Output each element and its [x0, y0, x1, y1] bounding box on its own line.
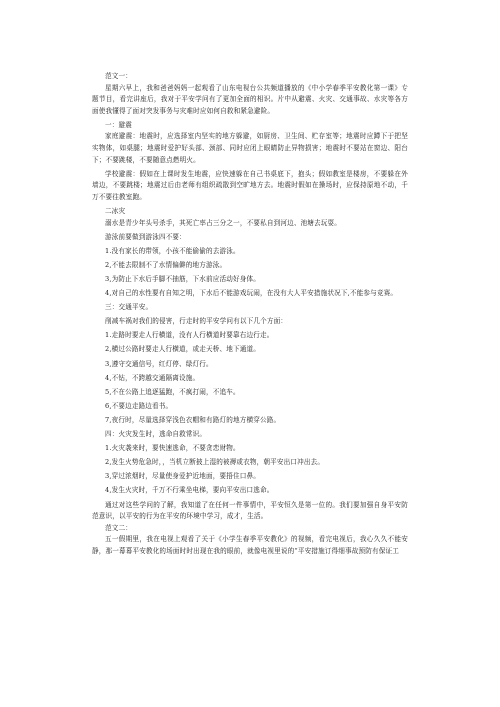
section-heading: 三：交通平安。: [105, 303, 153, 312]
paragraph: 溺水是青少年头号杀手，其死亡率占三分之一，不要私自到河边、池塘去玩耍。: [105, 218, 342, 227]
essay-title-2: 范文二：: [105, 523, 132, 532]
paragraph: 学校避震：假如在上课时发生地震，应快速躲在自己书桌底下，抱头；假如教室是楼房，不要躲在外墙边，不要跳楼；地震过后由老师有组织疏散到空旷地方去。地震时假如在操场时，应保持原地不动，千万不要往教室跑。: [92, 169, 408, 201]
paragraph: 家庭避震：地震时，应选择室内坚实的地方躲避，如厨房、卫生间、贮存室等；地震时应蹲下于把坚实物体，如桌腿；地震时爱护好头部、颈部、同时应闭上眼睛防止异物损害；地震时不要站在窗边、阳台下；不要跳楼，不要随意点燃明火。: [92, 132, 408, 164]
section-heading: 一：避震: [105, 120, 132, 129]
list-item: 3,为防止下水后手脚不抽筋，下水前应活动好身体。: [105, 275, 260, 283]
paragraph: 通过对这些学问的了解，我知道了在任何一件事情中，平安恒久是第一位的。我们要加强自身平安防范意识，以平安的行为在平安的环境中学习，成才，生活。: [92, 500, 408, 521]
list-item: 3,遵守交通信号，红灯停、绿灯行。: [105, 359, 213, 368]
list-item: 7,夜行时，尽量选择穿浅色衣帽和有路灯的地方横穿公路。: [105, 415, 281, 424]
list-item: 4,对自己的水性要有自知之明，下水后不能游戏玩闹，在没有大人平安措施状况下,不能参与竞赛。: [105, 289, 398, 298]
list-item: 1.走路时要走人行横道，没有人行横道时要靠右边行走。: [105, 331, 274, 340]
list-item: 1.火灾袭来时，要快速逃命，不要贪恋财物。: [105, 444, 240, 453]
list-item: 2,发生火势危急时，，当机立断披上湿的被褥或衣物，朝平安出口冲出去。: [105, 458, 325, 467]
document-body: [92, 71, 408, 557]
list-item: 4,发生火灾时，千万不行乘坐电梯，要向平安出口逃命。: [105, 486, 274, 495]
paragraph: 星期六早上，我和爸爸妈妈一起观看了山东电视台公共频道播放的《中小学春季平安教化第一课》专题节目，看完讲座后，我对于平安学问有了更加全面的相识。片中从避震、火灾、交通事故、水灾等各方面使我懂得了面对突发事务与灾难时应如何自救和紧急避险。: [92, 83, 408, 115]
list-item: 2,不能去限制不了水情偏僻的地方游泳。: [105, 260, 227, 269]
list-item: 4,不钻，不跨越交通隔离设施。: [105, 373, 200, 382]
list-item: 3,穿过浓烟时，尽量使身爱护近地面，要捂住口鼻。: [105, 472, 260, 481]
paragraph: 游泳前要做到游泳四不要：: [105, 232, 186, 241]
section-heading: 四：火灾发生时，逃命自救常识。: [105, 430, 207, 439]
paragraph: 五一假期里，我在电视上观看了关于《小学生春季平安教化》的视频，看完电视后，我心久久不能安静，那一幕幕平安教化的场面时时出现在我的眼前，就像电视里说的“平安措施订得细事故预防有保证工: [92, 535, 408, 555]
list-item: 2,横过公路时要走人行横道，或走天桥、地下通道。: [105, 345, 260, 354]
section-heading: 二冰灾: [105, 207, 126, 216]
essay-title-1: 范文一：: [105, 72, 132, 80]
list-item: 5,不在公路上追逐猛跑，不疯打闹，不追车。: [105, 387, 240, 396]
list-item: 1.没有家长的带领，小孩不能偷偷的去游泳。: [105, 246, 240, 255]
paragraph: 削减车祸对我们的侵害，行走时的平安学问有以下几个方面：: [105, 317, 288, 326]
list-item: 6,不要边走路边看书。: [105, 401, 173, 410]
